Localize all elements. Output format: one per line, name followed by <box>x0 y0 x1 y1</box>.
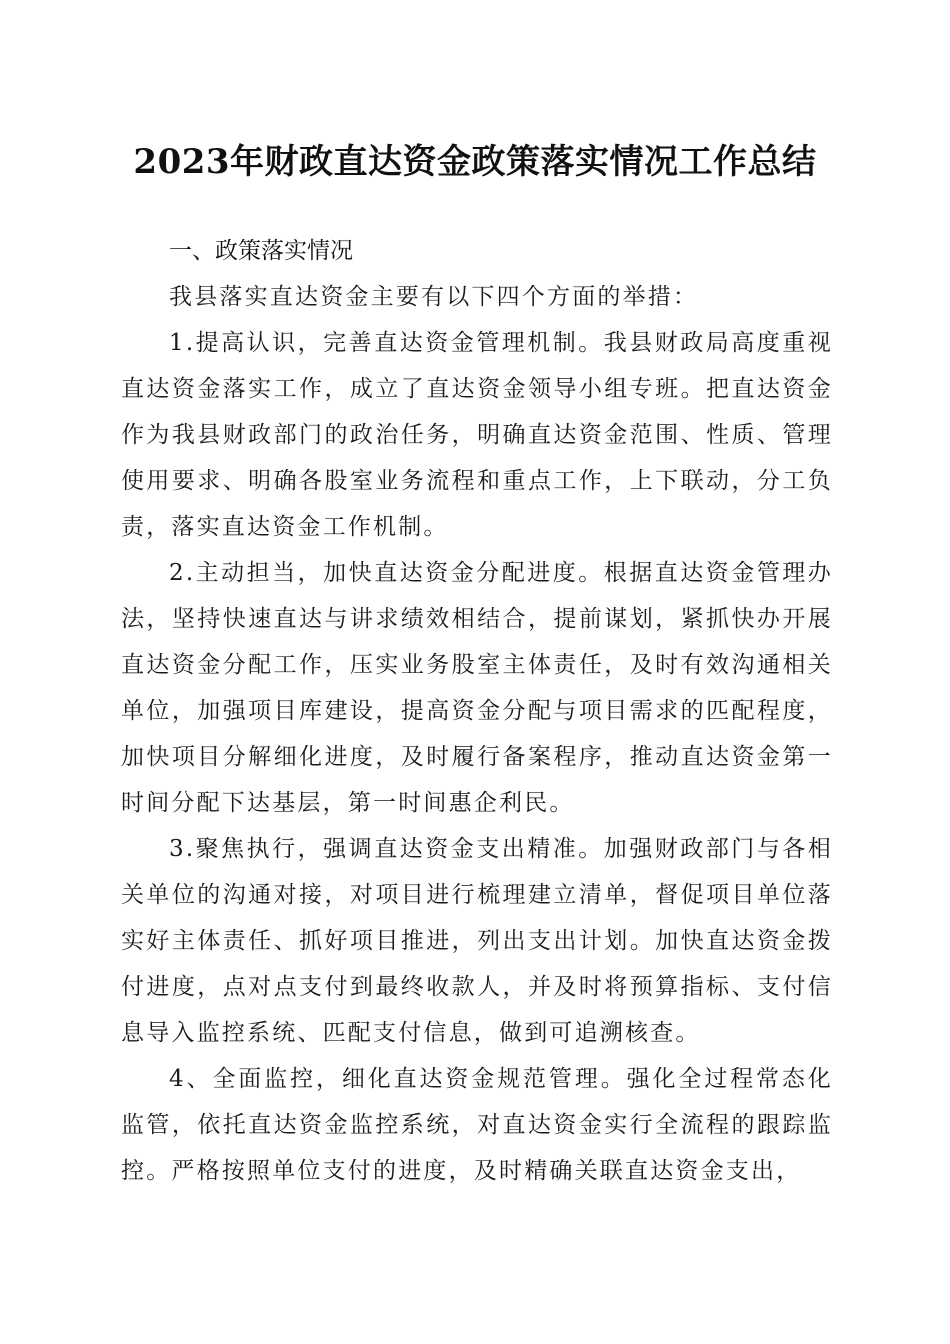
document-body <box>121 228 833 1194</box>
intro-paragraph: 我县落实直达资金主要有以下四个方面的举措： <box>169 284 699 310</box>
paragraph-2: 2.主动担当，加快直达资金分配进度。根据直达资金管理办法，坚持快速直达与讲求绩效相结合，提前谋划，紧抓快办开展直达资金分配工作，压实业务股室主体责任，及时有效沟通相关单位，加强项目库建设，提高资金分配与项目需求的匹配程度，加快项目分解细化进度，及时履行备案程序，推动直达资金第一时间分配下达基层，第一时间惠企利民。 <box>121 560 833 816</box>
paragraph-3: 3.聚焦执行，强调直达资金支出精准。加强财政部门与各相关单位的沟通对接，对项目进行梳理建立清单，督促项目单位落实好主体责任、抓好项目推进，列出支出计划。加快直达资金拨付进度，点对点支付到最终收款人，并及时将预算指标、支付信息导入监控系统、匹配支付信息，做到可追溯核查。 <box>121 836 833 1046</box>
section-heading: 一、政策落实情况 <box>169 238 353 264</box>
paragraph-1: 1.提高认识，完善直达资金管理机制。我县财政局高度重视直达资金落实工作，成立了直达资金领导小组专班。把直达资金作为我县财政部门的政治任务，明确直达资金范围、性质、管理使用要求、明确各股室业务流程和重点工作，上下联动，分工负责，落实直达资金工作机制。 <box>121 330 833 540</box>
paragraph-4: 4、全面监控，细化直达资金规范管理。强化全过程常态化监管，依托直达资金监控系统，对直达资金实行全流程的跟踪监控。严格按照单位支付的进度，及时精确关联直达资金支出， <box>121 1066 833 1184</box>
document-title: 2023年财政直达资金政策落实情况工作总结 <box>133 142 817 182</box>
